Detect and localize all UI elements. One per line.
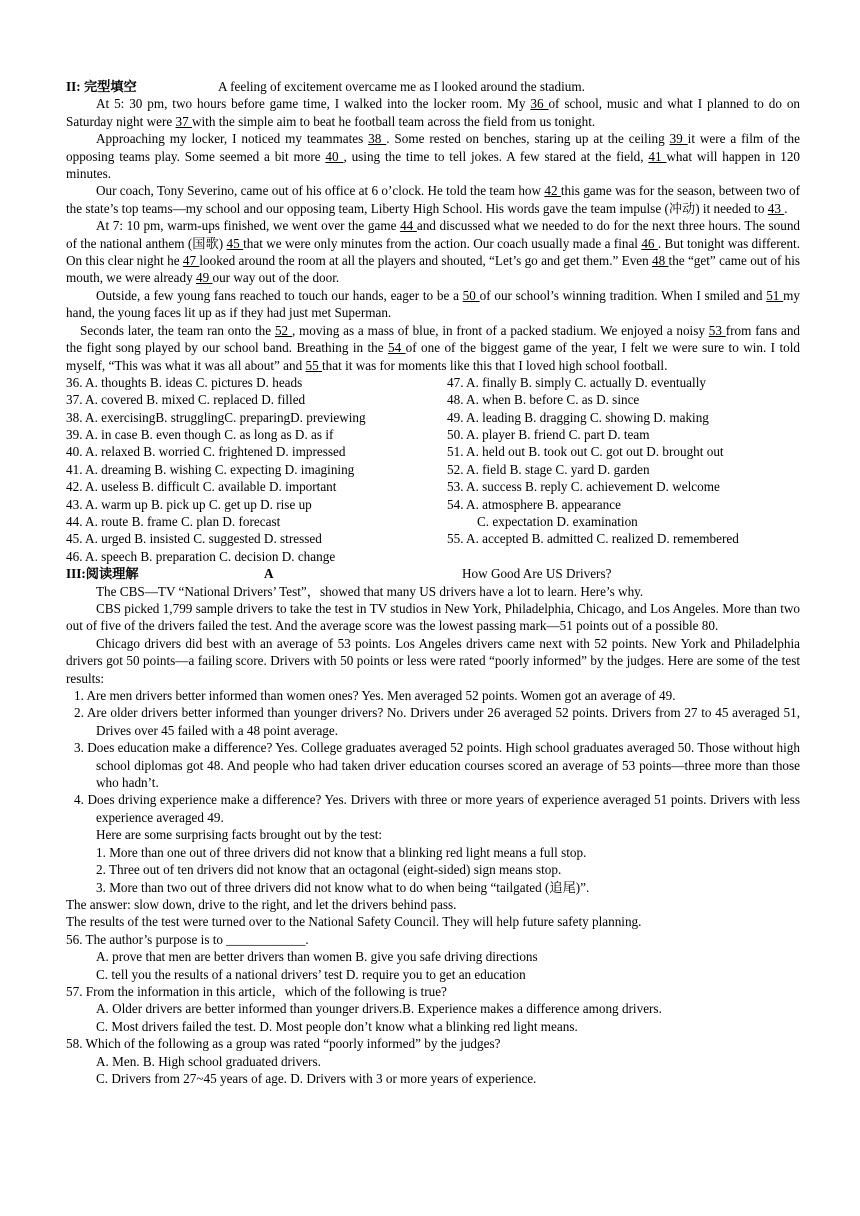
cloze-options <box>66 374 800 565</box>
option-line: 55. A. accepted B. admitted C. realized D. remembered <box>447 531 739 547</box>
paragraph-text: , using the time to tell jokes. A few stared at the field, <box>343 148 649 164</box>
paragraph-text: looked around the room at all the players and shouted, “Let’s go and get them.” Even <box>199 253 653 269</box>
reading-heading: III:阅读理解 <box>66 566 139 582</box>
option-line: 45. A. urged B. insisted C. suggested D. stressed <box>66 531 322 547</box>
option-line: 48. A. when B. before C. as D. since <box>447 392 640 408</box>
option-line: 42. A. useless B. difficult C. available D. important <box>66 479 337 495</box>
result-item: 2. Are older drivers better informed than younger drivers? No. Drivers under 26 averaged 52 points. Drivers from 27 to 45 averaged 51, Drives over 45 failed with a 48 point average. <box>74 705 800 738</box>
paragraph-text: it were a film of the opposing teams play. Some seemed a bit more <box>66 131 801 164</box>
paragraph-text: that it was for moments like this that I loved high school football. <box>322 357 668 373</box>
question-stem: 57. From the information in this article，which of the following is true? <box>66 983 447 999</box>
blank-number: 44 <box>400 218 417 234</box>
council-line: The results of the test were turned over to the National Safety Council. They will help future safety planning. <box>66 914 642 930</box>
option-line: 53. A. success B. reply C. achievement D. welcome <box>447 479 720 495</box>
option-line: 47. A. finally B. simply C. actually D. eventually <box>447 374 706 390</box>
option-line: 41. A. dreaming B. wishing C. expecting D. imagining <box>66 461 355 477</box>
reading-paragraph-3: Chicago drivers did best with an average of 53 points. Los Angeles drivers came next with 52 points. New York and Philadelphia drivers got 50 points—a failing score. Drivers with 50 points or less were rated “poorly informed” by the judges. Here are some of the test results: <box>66 635 800 686</box>
paragraph-text: , moving as a mass of blue, in front of a packed stadium. We enjoyed a noisy <box>291 322 709 338</box>
option-line: 37. A. covered B. mixed C. replaced D. filled <box>66 392 306 408</box>
paragraph-text: At 5: 30 pm, two hours before game time, I walked into the locker room. My <box>96 96 531 112</box>
blank-number: 53 <box>708 322 726 338</box>
blank-number: 46 <box>641 235 658 251</box>
options-left-column <box>66 374 447 565</box>
paragraph-text: that we were only minutes from the action. Our coach usually made a final <box>243 235 642 251</box>
option-line: 39. A. in case B. even though C. as long as D. as if <box>66 427 334 443</box>
passage-title: How Good Are US Drivers? <box>462 566 612 582</box>
option-line: 54. A. atmosphere B. appearance <box>447 496 621 512</box>
paragraph-text: from fans and the fight song played by our school band. Breathing in the <box>66 322 801 356</box>
blank-number: 49 <box>196 270 213 286</box>
option-line: 44. A. route B. frame C. plan D. forecast <box>66 514 281 530</box>
cloze-intro: A feeling of excitement overcame me as I looked around the stadium. <box>218 79 585 94</box>
blank-number: 36 <box>530 96 549 112</box>
cloze-heading-line <box>66 78 800 95</box>
option-line: 52. A. field B. stage C. yard D. garden <box>447 461 650 477</box>
blank-number: 47 <box>182 253 200 269</box>
option-line: 50. A. player B. friend C. part D. team <box>447 427 650 443</box>
blank-number: 55 <box>305 357 322 373</box>
paragraph-text: and discussed what we needed to do for the next three hours. The sound of the national anthem (国歌) <box>66 218 801 251</box>
question-stem: 58. Which of the following as a group was rated “poorly informed” by the judges? <box>66 1036 501 1052</box>
cloze-paragraph-3 <box>66 182 800 217</box>
paragraph-text: with the simple aim to beat he football team across the field from us tonight. <box>191 113 596 129</box>
blank-number: 42 <box>544 183 561 199</box>
option-line: 43. A. warm up B. pick up C. get up D. rise up <box>66 496 312 512</box>
reading-heading-line <box>66 565 800 582</box>
blank-number: 51 <box>766 287 784 303</box>
blank-number: 41 <box>648 148 667 164</box>
paragraph-text: . But tonight was different. On this clear night he <box>66 235 801 269</box>
fact-item: 1. More than one out of three drivers did not know that a blinking red light means a full stop. <box>96 844 587 860</box>
question-options: C. Most drivers failed the test. D. Most people don’t know what a blinking red light means. <box>96 1018 578 1034</box>
question-options: A. Older drivers are better informed than younger drivers.B. Experience makes a difference among drivers. <box>96 1001 662 1017</box>
option-line: 51. A. held out B. took out C. got out D. brought out <box>447 444 724 460</box>
paragraph-text: of school, music and what I planned to do on Saturday night were <box>66 96 801 129</box>
cloze-paragraph-6 <box>66 322 800 374</box>
blank-number: 39 <box>669 131 688 147</box>
paragraph-text: Our coach, Tony Severino, came out of his office at 6 o’clock. He told the team how <box>96 183 545 199</box>
blank-number: 48 <box>652 253 669 269</box>
reading-paragraph-1: The CBS—TV “National Drivers’ Test”，showed that many US drivers have a lot to learn. Here’s why. <box>96 583 644 599</box>
option-line: 49. A. leading B. dragging C. showing D. making <box>447 409 709 425</box>
result-item: 4. Does driving experience make a difference? Yes. Drivers with three or more years of experience averaged 51 points. Drivers with less experience averaged 49. <box>74 792 800 825</box>
result-item: 1. Are men drivers better informed than women ones? Yes. Men averaged 52 points. Women got an average of 49. <box>74 688 676 704</box>
blank-number: 40 <box>325 148 344 164</box>
option-line: 46. A. speech B. preparation C. decision D. change <box>66 548 336 564</box>
facts-intro: Here are some surprising facts brought out by the test: <box>96 827 383 843</box>
blank-number: 52 <box>274 322 292 338</box>
options-right-column <box>447 374 800 565</box>
paragraph-text: this game was for the season, between two of the state’s top teams—my school and our opposing team, Liberty High School. His words gave the team impulse (冲动) it needed to <box>66 183 801 216</box>
paragraph-text: my hand, the young faces lit up as if they had just met Superman. <box>66 287 800 321</box>
blank-number: 50 <box>462 287 480 303</box>
paragraph-text: our way out of the door. <box>212 270 340 286</box>
paragraph-text: Approaching my locker, I noticed my teammates <box>96 131 369 147</box>
blank-number: 38 <box>368 131 387 147</box>
paragraph-text: the “get” came out of his mouth, we were already <box>66 253 801 286</box>
question-options: A. prove that men are better drivers than women B. give you safe driving directions <box>96 949 538 965</box>
paragraph-text: of one of the biggest game of the year, I felt we were sure to win. I told myself, “This was what it was all about” and <box>66 340 800 373</box>
blank-number: 37 <box>175 113 192 129</box>
question-options: C. tell you the results of a national drivers’ test D. require you to get an education <box>96 966 526 982</box>
paragraph-text: Outside, a few young fans reached to touch our hands, eager to be a <box>96 287 463 303</box>
cloze-paragraph-1 <box>66 95 800 130</box>
paragraph-text: what will happen in 120 minutes. <box>66 148 801 182</box>
fact-item: 2. Three out of ten drivers did not know that an octagonal (eight-sided) sign means stop. <box>96 862 562 878</box>
option-line: C. expectation D. examination <box>477 514 638 530</box>
blank-number: 54 <box>388 340 406 356</box>
blank-number: 45 <box>226 235 244 251</box>
paragraph-text: . Some rested on benches, staring up at the ceiling <box>386 131 670 147</box>
reading-paragraph-2: CBS picked 1,799 sample drivers to take the test in TV studios in New York, Philadelphia, Chicago, and Los Angeles. More than two out of five of the drivers failed the test. And the average score was the lowest passing mark—51 points out of a possible 80. <box>66 601 800 634</box>
cloze-heading: II: 完型填空 <box>66 79 137 94</box>
paragraph-text: At 7: 10 pm, warm-ups finished, we went over the game <box>96 218 401 234</box>
answer-line: The answer: slow down, drive to the right, and let the drivers behind pass. <box>66 896 457 912</box>
question-options: C. Drivers from 27~45 years of age. D. Drivers with 3 or more years of experience. <box>96 1070 537 1086</box>
option-line: 36. A. thoughts B. ideas C. pictures D. heads <box>66 374 303 390</box>
option-line: 38. A. exercisingB. strugglingC. preparingD. previewing <box>66 409 366 425</box>
paragraph-text: . <box>784 200 788 216</box>
cloze-paragraph-4 <box>66 217 800 287</box>
blank-number: 43 <box>767 200 785 216</box>
question-options: A. Men. B. High school graduated drivers. <box>96 1053 321 1069</box>
passage-label: A <box>264 566 274 582</box>
paragraph-text: of our school’s winning tradition. When I smiled and <box>479 287 767 303</box>
document-page <box>66 78 800 1087</box>
result-item: 3. Does education make a difference? Yes. College graduates averaged 52 points. High school graduates averaged 50. Those without high school diplomas got 48. And people who had taken driver education courses scored an average of 53 points—three more than those who hadn’t. <box>74 740 800 791</box>
cloze-paragraph-2 <box>66 130 800 182</box>
paragraph-text: Seconds later, the team ran onto the <box>80 322 275 338</box>
cloze-paragraph-5 <box>66 287 800 322</box>
option-line: 40. A. relaxed B. worried C. frightened D. impressed <box>66 444 346 460</box>
question-stem: 56. The author’s purpose is to ____________. <box>66 931 309 947</box>
fact-item: 3. More than two out of three drivers did not know what to do when being “tailgated (追尾)”. <box>96 879 590 895</box>
